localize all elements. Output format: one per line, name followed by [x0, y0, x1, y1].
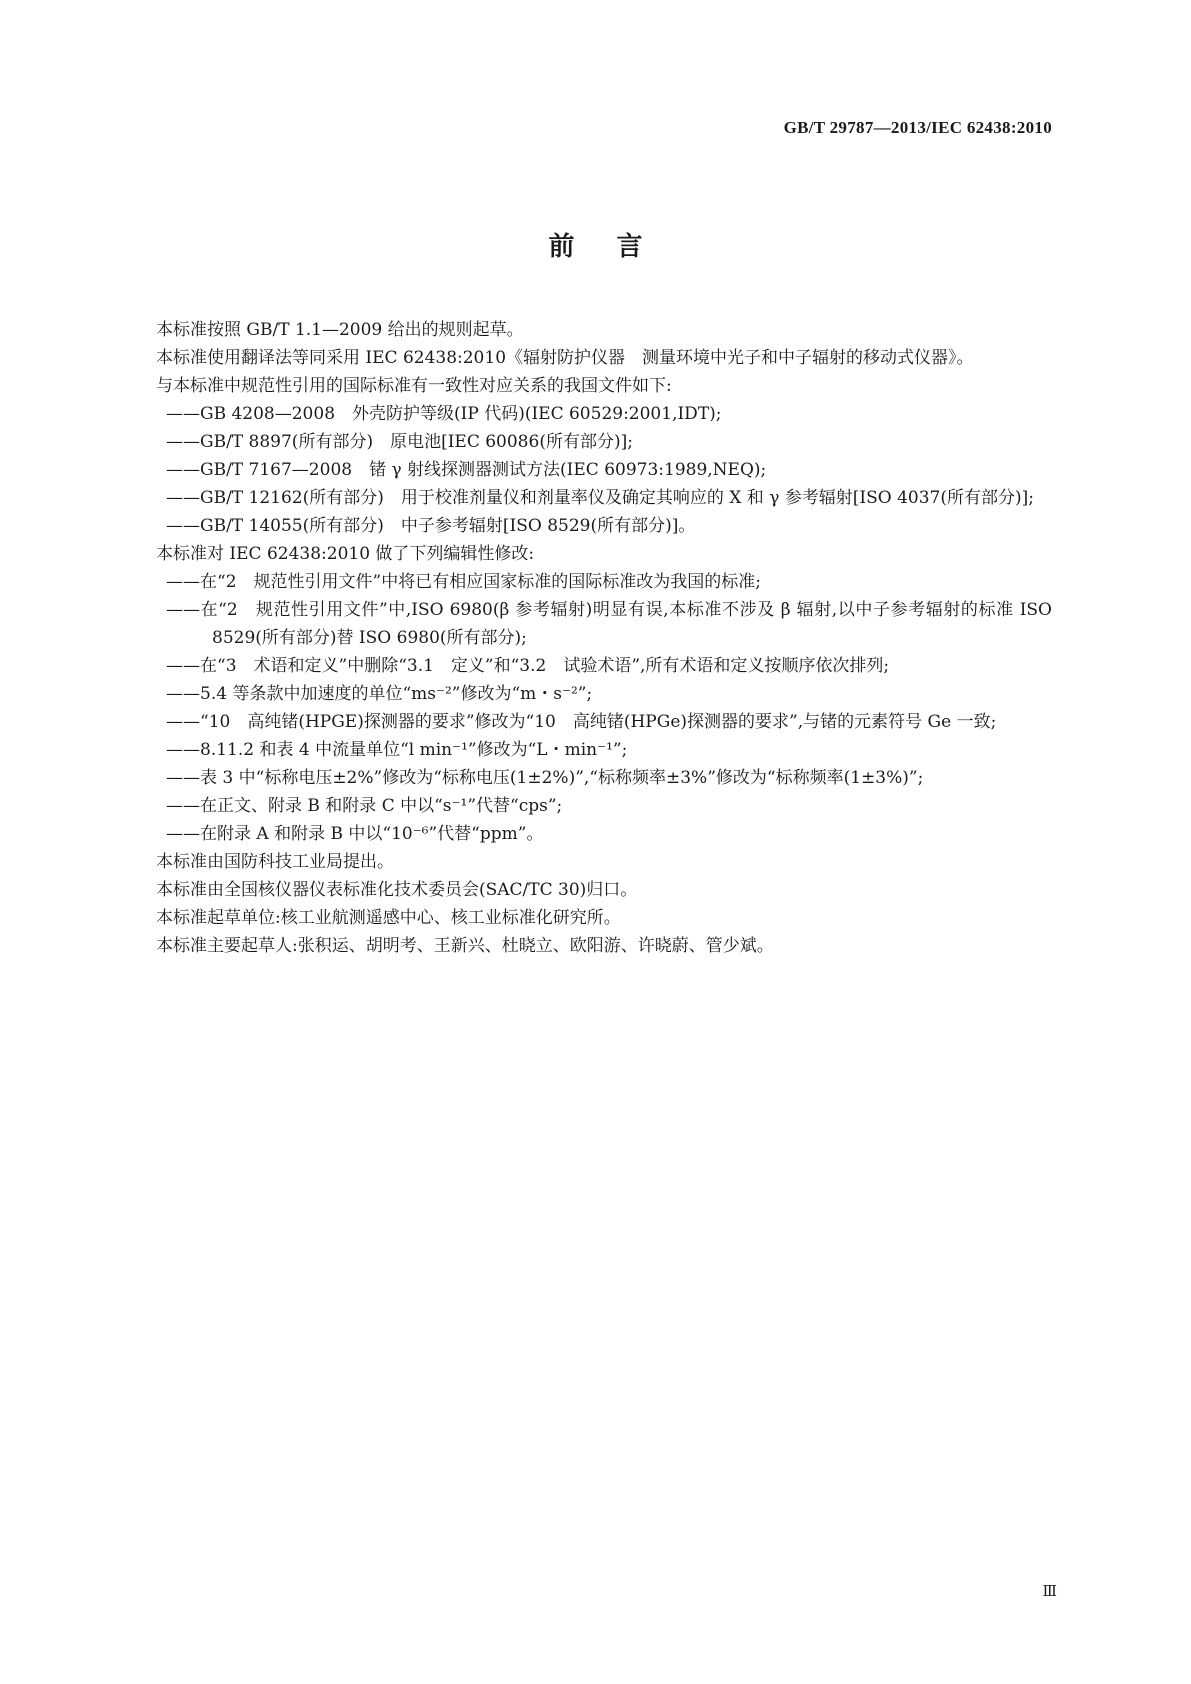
- list-item: ——在“2 规范性引用文件”中,ISO 6980(β 参考辐射)明显有误,本标准不涉及 β 辐射,以中子参考辐射的标准 ISO 8529(所有部分)替 ISO 6980(所有部分);: [166, 600, 1052, 648]
- list-item: ——在附录 A 和附录 B 中以“10⁻⁶”代替“ppm”。: [166, 824, 544, 844]
- list-item: ——在“3 术语和定义”中删除“3.1 定义”和“3.2 试验术语”,所有术语和定义按顺序依次排列;: [166, 656, 890, 676]
- list-item: ——8.11.2 和表 4 中流量单位“l min⁻¹”修改为“L・min⁻¹”;: [166, 740, 628, 760]
- list-item: ——GB/T 14055(所有部分) 中子参考辐射[ISO 8529(所有部分)]。: [166, 516, 696, 536]
- paragraph-proposer: 本标准由国防科技工业局提出。: [156, 852, 394, 872]
- list-item: ——在“2 规范性引用文件”中将已有相应国家标准的国际标准改为我国的标准;: [166, 572, 761, 592]
- page-title: 前言: [548, 232, 685, 262]
- page-number: Ⅲ: [1042, 1584, 1057, 1600]
- list-item: ——在正文、附录 B 和附录 C 中以“s⁻¹”代替“cps”;: [166, 796, 563, 816]
- list-item: ——GB/T 7167—2008 锗 γ 射线探测器测试方法(IEC 60973:1989,NEQ);: [166, 460, 767, 480]
- list-item: ——GB 4208—2008 外壳防护等级(IP 代码)(IEC 60529:2001,IDT);: [166, 404, 722, 424]
- paragraph-edits-intro: 本标准对 IEC 62438:2010 做了下列编辑性修改:: [156, 544, 535, 564]
- list-item: ——5.4 等条款中加速度的单位“ms⁻²”修改为“m・s⁻²”;: [166, 684, 593, 704]
- list-item: ——GB/T 12162(所有部分) 用于校准剂量仪和剂量率仪及确定其响应的 X 和 γ 参考辐射[ISO 4037(所有部分)];: [166, 488, 1034, 508]
- paragraph-drafting-units: 本标准起草单位:核工业航测遥感中心、核工业标准化研究所。: [156, 908, 621, 928]
- list-item: ——表 3 中“标称电压±2%”修改为“标称电压(1±2%)”,“标称频率±3%”修改为“标称频率(1±3%)”;: [166, 768, 924, 788]
- paragraph-adoption: 本标准使用翻译法等同采用 IEC 62438:2010《辐射防护仪器 测量环境中光子和中子辐射的移动式仪器》。: [156, 348, 974, 368]
- paragraph-committee: 本标准由全国核仪器仪表标准化技术委员会(SAC/TC 30)归口。: [156, 880, 638, 900]
- document-body: [122, 316, 1052, 960]
- paragraph-drafting-rules: 本标准按照 GB/T 1.1—2009 给出的规则起草。: [156, 320, 524, 340]
- paragraph-correspondence-intro: 与本标准中规范性引用的国际标准有一致性对应关系的我国文件如下:: [156, 376, 672, 396]
- paragraph-drafters: 本标准主要起草人:张积运、胡明考、王新兴、杜晓立、欧阳游、许晓蔚、管少斌。: [156, 936, 774, 956]
- list-item: ——“10 高纯锗(HPGE)探测器的要求”修改为“10 高纯锗(HPGe)探测器的要求”,与锗的元素符号 Ge 一致;: [166, 712, 997, 732]
- list-item: ——GB/T 8897(所有部分) 原电池[IEC 60086(所有部分)];: [166, 432, 633, 452]
- standard-code: GB/T 29787—2013/IEC 62438:2010: [783, 118, 1052, 137]
